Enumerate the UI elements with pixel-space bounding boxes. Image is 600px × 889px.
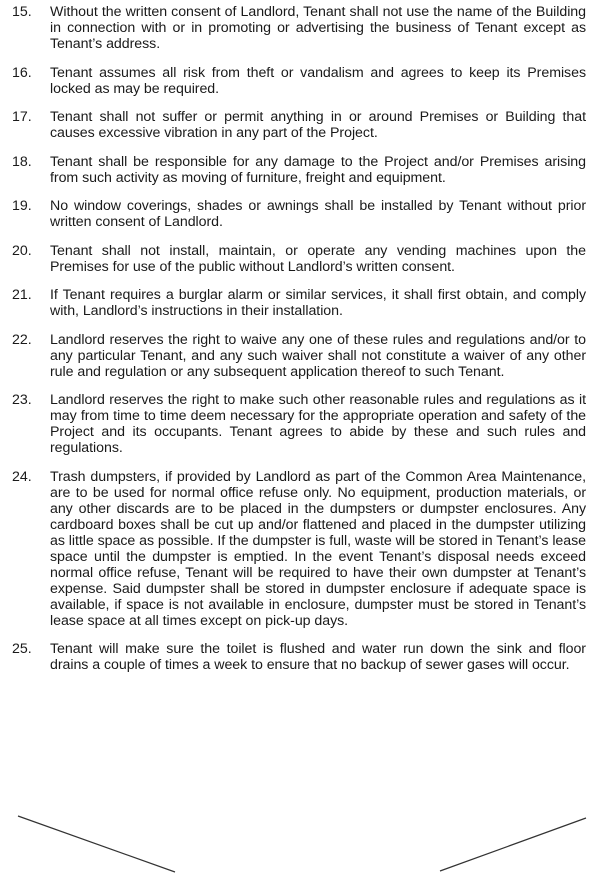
rules-list — [0, 4, 600, 686]
rule-item — [0, 392, 600, 456]
rule-text: Landlord reserves the right to make such other reasonable rules and regulations as it may from time to time deem necessary for the appropriate operation and safety of the Project and its occupants. Tenant agrees to abide by these and such rules and regulations. — [50, 392, 586, 456]
rule-text: Tenant shall be responsible for any damage to the Project and/or Premises arising from such activity as moving of furniture, freight and equipment. — [50, 153, 586, 186]
rule-item — [0, 154, 600, 186]
rule-number: 22. — [12, 331, 32, 348]
right-signature-line — [440, 818, 586, 871]
rule-number: 23. — [12, 392, 32, 408]
rule-item — [0, 65, 600, 97]
rule-number: 25. — [12, 641, 32, 657]
rule-text: Tenant shall not install, maintain, or operate any vending machines upon the Premises for use of the public without Landlord’s written consent. — [50, 242, 586, 275]
rule-number: 16. — [12, 64, 32, 81]
rule-text: Landlord reserves the right to waive any one of these rules and regulations and/or to any particular Tenant, and any such waiver shall not constitute a waiver of any other rule and regulation or any subsequent application thereof to such Tenant. — [50, 331, 586, 380]
rule-text: Tenant will make sure the toilet is flushed and water run down the sink and floor drains a couple of times a week to ensure that no backup of sewer gases will occur. — [50, 641, 586, 673]
rule-item — [0, 109, 600, 141]
rule-item — [0, 641, 600, 673]
rule-text: If Tenant requires a burglar alarm or similar services, it shall first obtain, and comply with, Landlord’s instructions in their installation. — [50, 287, 586, 319]
rule-number: 24. — [12, 468, 32, 485]
rule-text: Tenant assumes all risk from theft or vandalism and agrees to keep its Premises locked as may be required. — [50, 64, 586, 97]
rule-number: 20. — [12, 242, 32, 259]
rule-item — [0, 198, 600, 230]
rule-item — [0, 469, 600, 629]
rule-text: Trash dumpsters, if provided by Landlord as part of the Common Area Maintenance, are to be used for normal office refuse only. No equipment, production materials, or any other discards are to be placed in the dumpsters or dumpster enclosures. Any cardboard boxes shall be cut up and/or flattened and placed in the dumpster utilizing as little space as possible. If the dumpster is full, waste will be stored in Tenant’s lease space until the dumpster is emptied. In the event Tenant’s disposal needs exceed normal office refuse, Tenant will be required to have their own dumpster at Tenant’s expense. Said dumpster shall be stored in dumpster enclosure if adequate space is available, if space is not available in enclosure, dumpster must be stored in Tenant’s lease space at all times except on pick-up days. — [50, 468, 586, 629]
rule-text: Tenant shall not suffer or permit anything in or around Premises or Building that causes excessive vibration in any part of the Project. — [50, 109, 586, 141]
left-signature-line — [18, 816, 175, 872]
rule-number: 18. — [12, 153, 32, 170]
rule-text: No window coverings, shades or awnings shall be installed by Tenant without prior written consent of Landlord. — [50, 198, 586, 230]
rule-number: 15. — [12, 4, 32, 20]
rule-item — [0, 332, 600, 380]
rule-item — [0, 287, 600, 319]
rule-number: 21. — [12, 287, 32, 303]
rule-number: 19. — [12, 198, 32, 214]
rule-item — [0, 243, 600, 275]
rule-number: 17. — [12, 109, 32, 125]
rule-text: Without the written consent of Landlord, Tenant shall not use the name of the Building in connection with or in promoting or advertising the business of Tenant except as Tenant’s address. — [50, 4, 586, 52]
rule-item — [0, 4, 600, 52]
